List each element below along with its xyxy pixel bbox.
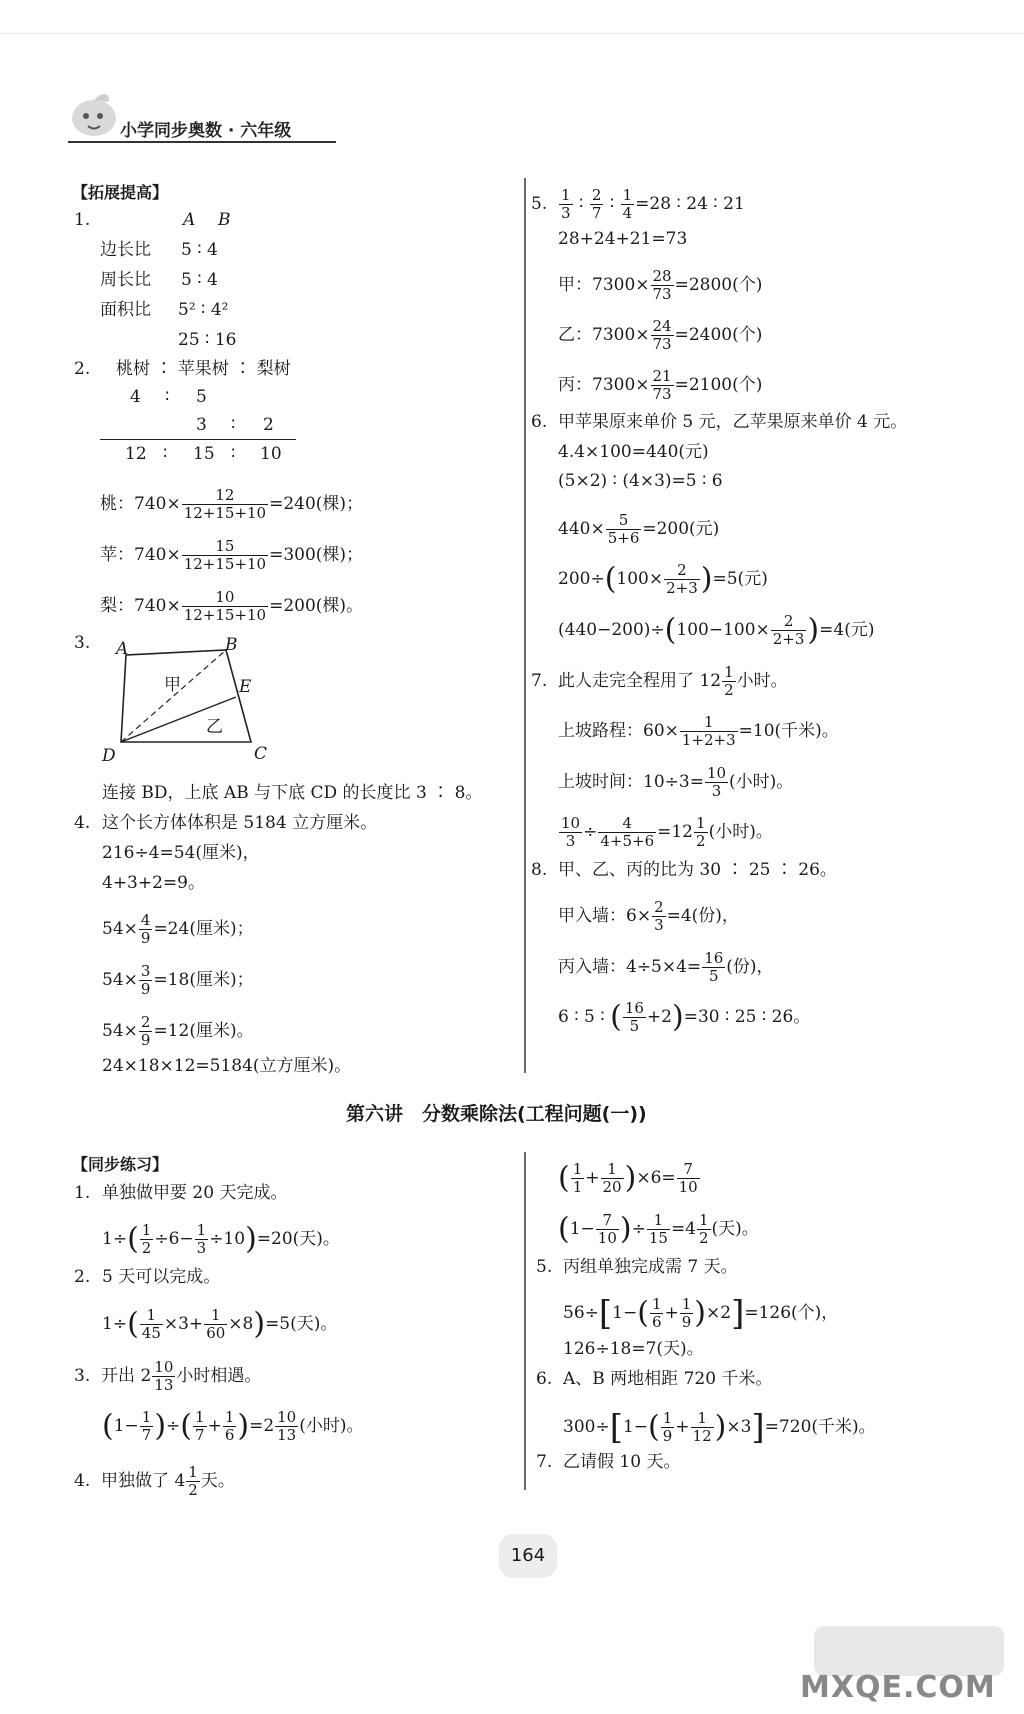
bq4-calc-line: ( $\frac{1}{1}$ + $\frac{1}{20}$ )×6= $\frac{7}{10}$ xyxy=(558,1160,698,1196)
q2-ratio-cell: ∶ xyxy=(231,444,236,464)
q3-region-jia: 甲 xyxy=(164,675,181,695)
q1-col-a: A xyxy=(183,210,196,230)
bq1-number: 1. xyxy=(74,1183,91,1203)
q2-pear-line: 梨：740× $\frac{10}{12+15+10}$ =200(棵)。 xyxy=(100,588,364,624)
q8-fraction-line: 丙入墙：4÷5×4= $\frac{16}{5}$ (份)， xyxy=(558,949,774,985)
q7-fraction-line: 上坡时间：10÷3= $\frac{10}{3}$ (小时)。 xyxy=(558,764,794,800)
q2-ratio-cell: ∶ xyxy=(163,444,168,464)
q2-ratio-cell: 4 xyxy=(130,387,141,407)
q1-number: 1. xyxy=(74,210,91,230)
q2-rule xyxy=(100,439,296,440)
q3-region-yi: 乙 xyxy=(206,717,223,737)
bq4-line: 4. 甲独做了 4 $\frac{1}{2}$ 天。 xyxy=(74,1463,235,1499)
bq1-fraction-line: 1÷( $\frac{1}{2}$ ÷6− $\frac{1}{3}$ ÷10)=20(天)。 xyxy=(102,1221,340,1257)
q4-line: 216÷4=54(厘米)， xyxy=(102,843,260,863)
q2-apple-line: 苹：740× $\frac{15}{12+15+10}$ =300(棵)； xyxy=(100,537,364,573)
bq2-number: 2. xyxy=(74,1267,91,1287)
column-divider-bottom xyxy=(524,1152,526,1490)
q1-row-label: 边长比 xyxy=(100,240,151,260)
bq6-line: A、B 两地相距 720 千米。 xyxy=(563,1369,773,1389)
q5-jia: 甲：7300× $\frac{28}{73}$ =2800(个) xyxy=(558,267,763,303)
q4-fraction-line: 54× $\frac{3}{9}$ =18(厘米)； xyxy=(102,962,254,998)
q6-line: 甲苹果原来单价 5 元，乙苹果原来单价 4 元。 xyxy=(558,412,908,432)
q8-fraction-line: 6 ∶ 5 ∶ ( $\frac{16}{5}$ +2)=30 ∶ 25 ∶ 26。 xyxy=(558,999,811,1035)
q5-yi: 乙：7300× $\frac{24}{73}$ =2400(个) xyxy=(558,317,763,353)
column-divider-top xyxy=(524,178,526,1073)
bq5-line: 126÷18=7(天)。 xyxy=(563,1339,704,1359)
logo-underline xyxy=(68,141,336,143)
q4-line: 这个长方体体积是 5184 立方厘米。 xyxy=(102,813,378,833)
q8-number: 8. xyxy=(531,860,548,880)
section-title-practice: 【同步练习】 xyxy=(72,1155,169,1174)
q3-label-a: A xyxy=(116,639,129,659)
q6-line: (5×2) ∶ (4×3)=5 ∶ 6 xyxy=(558,471,723,491)
q1-row-label: 面积比 xyxy=(100,300,151,320)
q5-sum: 28+24+21=73 xyxy=(558,229,688,249)
q6-number: 6. xyxy=(531,412,548,432)
q3-label-e: E xyxy=(239,677,252,697)
q7-line: 7. 此人走完全程用了 12 $\frac{1}{2}$ 小时。 xyxy=(531,663,788,699)
q2-ratio-cell: 5 xyxy=(196,387,207,407)
header-rule xyxy=(0,33,1024,34)
q7-fraction-line: 上坡路程：60× $\frac{1}{1+2+3}$ =10(千米)。 xyxy=(558,713,839,749)
q5-line: 5. $\frac{1}{3}$ ∶ $\frac{2}{7}$ ∶ $\frac{1}{4}$ =28 ∶ 24 ∶ 21 xyxy=(531,186,745,222)
q8-fraction-line: 甲入墙：6× $\frac{2}{3}$ =4(份)， xyxy=(558,898,739,934)
bq3-line: 3. 开出 2 $\frac{10}{13}$ 小时相遇。 xyxy=(74,1358,262,1394)
bq3-fraction-line: (1− $\frac{1}{7}$ )÷( $\frac{1}{7}$ + $\frac{1}{6}$ )=2 $\frac{10}{13}$ (小时)。 xyxy=(102,1408,364,1444)
section-title-extension: 【拓展提高】 xyxy=(72,183,169,202)
q8-line: 甲、乙、丙的比为 30 ∶ 25 ∶ 26。 xyxy=(558,860,837,880)
series-logo xyxy=(68,86,338,150)
q1-row-value: 5² ∶ 4² xyxy=(178,300,229,320)
q2-ratio-cell: 2 xyxy=(263,415,274,435)
q2-ratio-cell: 15 xyxy=(193,444,215,464)
q1-row-value: 5 ∶ 4 xyxy=(181,240,218,260)
q6-line: 4.4×100=440(元) xyxy=(558,442,709,462)
q6-fraction-line: (440−200)÷(100−100× $\frac{2}{2+3}$ )=4(元) xyxy=(558,612,875,648)
bq7-line: 乙请假 10 天。 xyxy=(563,1452,681,1472)
bq6-number: 6. xyxy=(536,1369,553,1389)
q3-number: 3. xyxy=(74,633,91,653)
q3-label-b: B xyxy=(225,635,238,655)
series-title: 小学同步奥数 · 六年级 xyxy=(120,121,292,141)
q2-peach-line: 桃：740× $\frac{12}{12+15+10}$ =240(棵)； xyxy=(100,486,364,522)
bq2-fraction-line: 1÷( $\frac{1}{45}$ ×3+ $\frac{1}{60}$ ×8)=5(天)。 xyxy=(102,1306,338,1342)
q1-row-value: 5 ∶ 4 xyxy=(181,270,218,290)
q2-number: 2. xyxy=(74,359,91,379)
bq4-calc-line: (1− $\frac{7}{10}$ )÷ $\frac{1}{15}$ =4 $\frac{1}{2}$ (天)。 xyxy=(558,1211,759,1247)
mascot-icon xyxy=(68,88,124,144)
bq1-line: 单独做甲要 20 天完成。 xyxy=(102,1183,288,1203)
q4-fraction-line: 54× $\frac{4}{9}$ =24(厘米)； xyxy=(102,911,254,947)
watermark-text: MXQE.COM xyxy=(800,1670,996,1705)
q4-line: 24×18×12=5184(立方厘米)。 xyxy=(102,1056,352,1076)
q6-fraction-line: 440× $\frac{5}{5+6}$ =200(元) xyxy=(558,511,720,547)
q2-ratio-cell: 12 xyxy=(125,444,147,464)
q5-bing: 丙：7300× $\frac{21}{73}$ =2100(个) xyxy=(558,367,763,403)
q2-heading: 桃树 ∶ 苹果树 ∶ 梨树 xyxy=(116,359,291,379)
q4-line: 4+3+2=9。 xyxy=(102,873,205,893)
page-number: 164 xyxy=(499,1534,557,1578)
q2-ratio-cell: 3 xyxy=(196,415,207,435)
q2-ratio-cell: ∶ xyxy=(165,387,170,407)
q2-ratio-cell: ∶ xyxy=(231,415,236,435)
bq5-fraction-line: 56÷[1−( $\frac{1}{6}$ + $\frac{1}{9}$ )×2]=126(个)， xyxy=(563,1293,839,1334)
lecture-title: 第六讲 分数乘除法(工程问题(一)) xyxy=(346,1103,647,1125)
q4-fraction-line: 54× $\frac{2}{9}$ =12(厘米)。 xyxy=(102,1013,254,1049)
q7-fraction-line: $\frac{10}{3}$ ÷ $\frac{4}{4+5+6}$ =12 $\frac{1}{2}$ (小时)。 xyxy=(561,814,773,850)
bq7-number: 7. xyxy=(536,1452,553,1472)
q3-label-c: C xyxy=(254,744,268,764)
bq5-number: 5. xyxy=(536,1257,553,1277)
bq5-line: 丙组单独完成需 7 天。 xyxy=(563,1257,738,1277)
q2-ratio-cell: 10 xyxy=(260,444,282,464)
q4-number: 4. xyxy=(74,813,91,833)
q1-col-b: B xyxy=(218,210,231,230)
bq6-fraction-line: 300÷[1−( $\frac{1}{9}$ + $\frac{1}{12}$ )×3]=720(千米)。 xyxy=(563,1407,876,1448)
q3-label-d: D xyxy=(102,746,116,766)
q6-fraction-line: 200÷(100× $\frac{2}{2+3}$ )=5(元) xyxy=(558,561,768,597)
q1-row-value: 25 ∶ 16 xyxy=(178,330,237,350)
bq2-line: 5 天可以完成。 xyxy=(102,1267,221,1287)
q3-conclusion: 连接 BD，上底 AB 与下底 CD 的长度比 3 ∶ 8。 xyxy=(102,783,483,803)
q1-row-label: 周长比 xyxy=(100,270,151,290)
